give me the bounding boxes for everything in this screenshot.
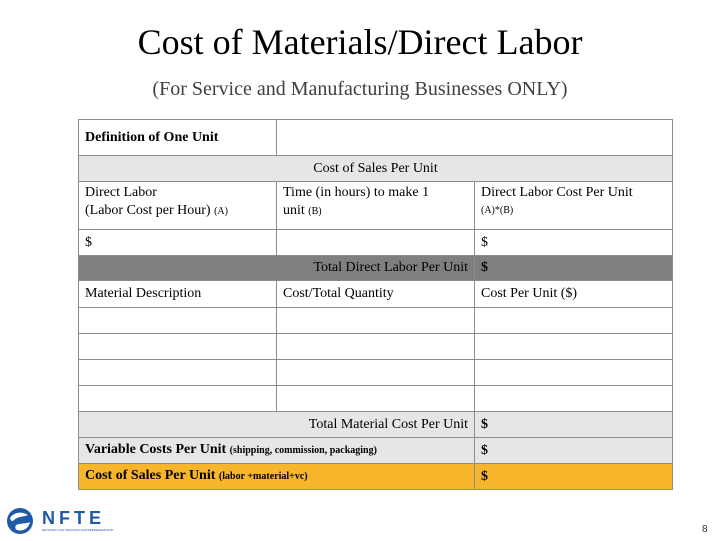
cost-of-sales-label [79,464,475,490]
material-cost-cell[interactable] [475,334,673,360]
labor-rate-text: (Labor Cost per Hour) [85,203,215,218]
globe-icon [4,506,38,536]
material-row [79,308,673,334]
material-row [79,386,673,412]
material-cost-cell[interactable] [475,386,673,412]
variable-costs-note: (shipping, commission, packaging) [229,445,377,456]
material-cost-cell[interactable] [475,360,673,386]
materials-header-cost: Cost Per Unit ($) [475,281,673,308]
labor-input-row [79,230,673,256]
labor-time-line2 [283,202,468,221]
material-cost-cell[interactable] [475,308,673,334]
materials-total-value[interactable]: $ [475,412,673,438]
material-quantity-cell[interactable] [277,386,475,412]
labor-header-rate [79,182,277,230]
cost-of-sales-note: (labor +material+vc) [218,471,308,482]
page-number: 8 [702,524,708,535]
labor-total-value[interactable]: $ [475,256,673,281]
section-header: Cost of Sales Per Unit [79,156,673,182]
material-quantity-cell[interactable] [277,360,475,386]
labor-total-label: Total Direct Labor Per Unit [79,256,475,281]
nfte-logo [4,506,114,536]
variable-costs-value[interactable]: $ [475,438,673,464]
material-quantity-cell[interactable] [277,308,475,334]
materials-header-quantity: Cost/Total Quantity [277,281,475,308]
labor-rate-line2 [85,202,270,221]
materials-header-description: Material Description [79,281,277,308]
material-row [79,334,673,360]
variable-costs-label [79,438,475,464]
labor-time-line1: Time (in hours) to make 1 [283,185,430,200]
logo-wordmark: NFTE [42,508,105,528]
definition-row [79,120,673,156]
labor-rate-line1: Direct Labor [85,185,157,200]
section-header-row [79,156,673,182]
definition-label: Definition of One Unit [79,120,277,156]
variable-costs-row [79,438,673,464]
materials-header-row [79,281,673,308]
labor-time-input[interactable] [277,230,475,256]
labor-cost-line1: Direct Labor Cost Per Unit [481,185,633,200]
logo-tagline: NETWORK FOR TEACHING ENTREPRENEURSHIP [42,528,114,532]
slide-subtitle: (For Service and Manufacturing Businesses ONLY) [152,78,568,100]
material-description-cell[interactable] [79,360,277,386]
cost-worksheet-table [78,119,673,490]
material-row [79,360,673,386]
cost-of-sales-text: Cost of Sales Per Unit [85,468,219,483]
definition-input[interactable] [277,120,673,156]
labor-rate-input[interactable]: $ [79,230,277,256]
material-description-cell[interactable] [79,386,277,412]
labor-time-tag: (B) [308,206,322,217]
material-description-cell[interactable] [79,334,277,360]
labor-rate-tag: (A) [214,206,228,217]
labor-cost-tag: (A)*(B) [481,205,514,216]
material-quantity-cell[interactable] [277,334,475,360]
labor-header-time [277,182,475,230]
labor-cost-input[interactable]: $ [475,230,673,256]
cost-of-sales-row [79,464,673,490]
material-description-cell[interactable] [79,308,277,334]
cost-of-sales-value[interactable]: $ [475,464,673,490]
materials-total-row [79,412,673,438]
labor-header-row [79,182,673,230]
labor-header-cost [475,182,673,230]
labor-time-text: unit [283,203,309,218]
variable-costs-text: Variable Costs Per Unit [85,442,230,457]
materials-total-label: Total Material Cost Per Unit [79,412,475,438]
labor-total-row [79,256,673,281]
slide-title: Cost of Materials/Direct Labor [137,22,583,62]
